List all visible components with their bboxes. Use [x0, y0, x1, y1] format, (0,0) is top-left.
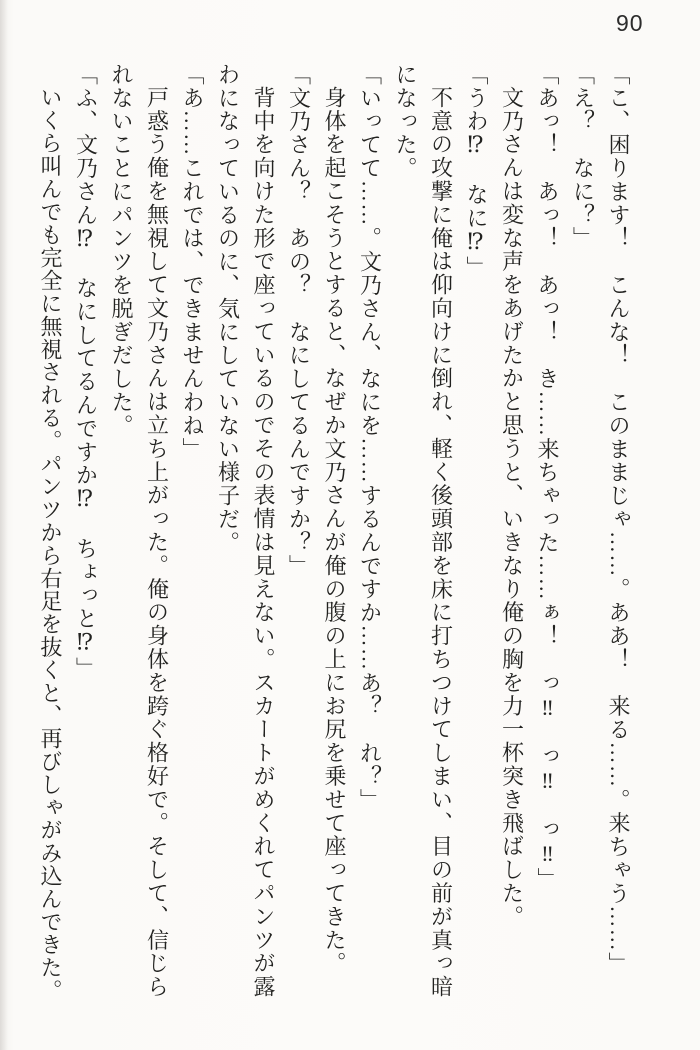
paragraph: 「あっ！ あっ！ あっ！ き……来ちゃった……ぁ！ っ‼ っ‼ っ‼」: [535, 63, 560, 891]
paragraph: 文乃さんは変な声をあげたかと思うと、いきなり俺の胸を力一杯突き飛ばした。: [499, 86, 525, 929]
text-block: [33, 63, 637, 1008]
paragraph: 「え？ なに？」: [570, 63, 596, 251]
paragraph: 「うわ⁉ なに⁉」: [464, 63, 489, 280]
page-gutter-shade: [0, 0, 8, 1050]
paragraph: いくら叫んでも完全に無視される。パンツから右足を抜くと、再びしゃがみ込んできた。: [38, 86, 63, 1003]
paragraph: 「いってて……。文乃さん、なにを……するんですか……あ？ れ？」: [357, 63, 383, 812]
paragraph: 不意の攻撃に俺は仰向けに倒れ、軽く後頭部を床に打ちつけてしまい、目の前が真っ暗になった。: [393, 63, 454, 999]
paragraph: 戸惑う俺を無視して文乃さんは立ち上がった。俺の身体を跨ぐ格好で。そして、信じられないことにパンツを脱ぎだした。: [109, 63, 170, 999]
paragraph: 背中を向けた形で座っているのでその表情は見えない。スカートがめくれてパンツが露わになっているのに、気にしていない様子だ。: [215, 63, 276, 999]
paragraph: 「こ、困ります！ こんな！ このままじゃ……。ああ！ 来る……。来ちゃう……」: [606, 63, 631, 976]
paragraph: 「ふ、文乃さん⁉ なにしてるんですか⁉ ちょっと⁉」: [73, 63, 99, 681]
paragraph: 身体を起こそうとすると、なぜか文乃さんが俺の腹の上にお尻を乗せて座ってきた。: [322, 86, 347, 976]
page-number: 90: [616, 10, 644, 36]
paragraph: 「文乃さん？ あの？ なにしてるんですか？」: [286, 63, 312, 578]
paragraph: 「あ……これでは、できませんわね」: [180, 63, 205, 461]
